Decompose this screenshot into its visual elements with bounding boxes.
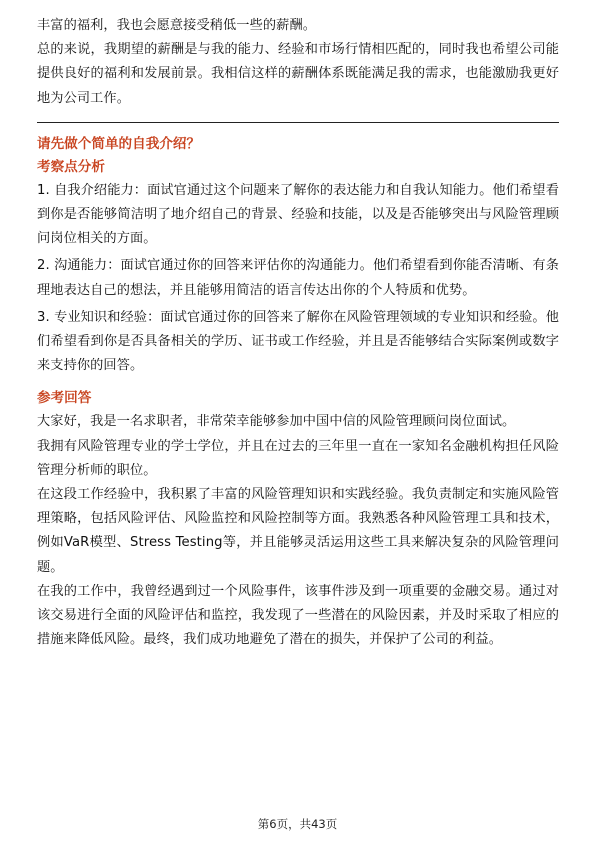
- document-page: [37, 14, 559, 652]
- section-divider: [37, 122, 559, 123]
- answer-title: 参考回答: [37, 390, 92, 407]
- analysis-item-2: 2. 沟通能力：面试官通过你的回答来评估你的沟通能力。他们希望看到你能否清晰、有条理地表达自己的想法，并且能够用简洁的语言传达出你的个人特质和优势。: [37, 258, 559, 298]
- answer-paragraph-1: 大家好，我是一名求职者，非常荣幸能够参加中国中信的风险管理顾问岗位面试。: [37, 414, 516, 430]
- answer-paragraph-3: 在这段工作经验中，我积累了丰富的风险管理知识和实践经验。我负责制定和实施风险管理策略，包括风险评估、风险监控和风险控制等方面。我熟悉各种风险管理工具和技术，例如VaR模型、Stress Testing等，并且能够灵活运用这些工具来解决复杂的风险管理问题。: [37, 487, 559, 575]
- intro-paragraph-2: 总的来说，我期望的薪酬是与我的能力、经验和市场行情相匹配的，同时我也希望公司能提供良好的福利和发展前景。我相信这样的薪酬体系既能满足我的需求，也能激励我更好地为公司工作。: [37, 42, 559, 106]
- analysis-item-1: 1. 自我介绍能力：面试官通过这个问题来了解你的表达能力和自我认知能力。他们希望看到你是否能够简洁明了地介绍自己的背景、经验和技能，以及是否能够突出与风险管理顾问岗位相关的方面。: [37, 182, 559, 247]
- question-title: 请先做个简单的自我介绍？: [37, 135, 201, 152]
- analysis-title: 考察点分析: [37, 158, 105, 175]
- page-number: 第6页，共43页: [257, 817, 338, 831]
- intro-paragraph-1: 丰富的福利，我也会愿意接受稍低一些的薪酬。: [37, 18, 317, 33]
- answer-paragraph-2: 我拥有风险管理专业的学士学位，并且在过去的三年里一直在一家知名金融机构担任风险管理分析师的职位。: [37, 438, 559, 478]
- analysis-item-3: 3. 专业知识和经验：面试官通过你的回答来了解你在风险管理领域的专业知识和经验。他们希望看到你是否具备相关的学历、证书或工作经验，并且是否能够结合实际案例或数字来支持你的回答。: [37, 309, 559, 374]
- answer-paragraph-4: 在我的工作中，我曾经遇到过一个风险事件，该事件涉及到一项重要的金融交易。通过对该交易进行全面的风险评估和监控，我发现了一些潜在的风险因素，并及时采取了相应的措施来降低风险。最终，我们成功地避免了潜在的损失，并保护了公司的利益。: [37, 583, 559, 648]
